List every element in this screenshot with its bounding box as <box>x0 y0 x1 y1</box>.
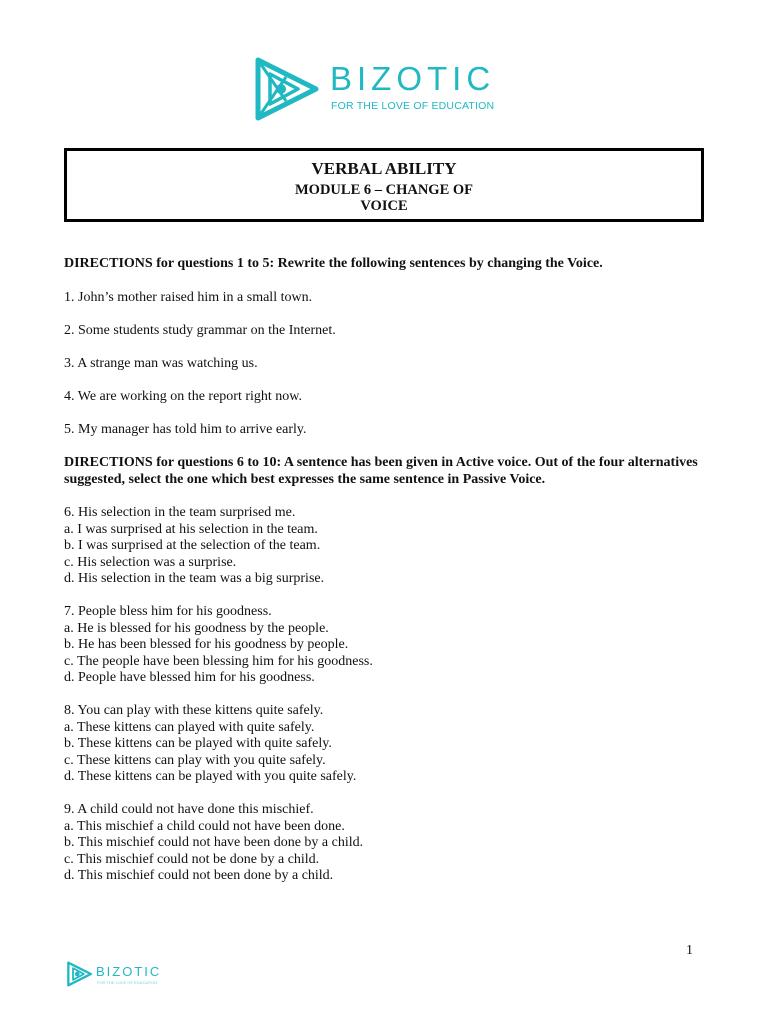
option-b: b. I was surprised at the selection of the team. <box>64 538 321 554</box>
option-c: c. His selection was a surprise. <box>64 554 237 570</box>
question-item: 5. My manager has told him to arrive early. <box>64 422 307 437</box>
question-item: 4. We are working on the report right now. <box>64 389 302 404</box>
module-title-line1: MODULE 6 – CHANGE OF <box>294 182 474 198</box>
option-a: a. This mischief a child could not have been done. <box>64 818 345 834</box>
footer-logo <box>66 960 186 996</box>
question-item: 3. A strange man was watching us. <box>64 356 258 371</box>
brand-name: BIZOTIC <box>330 60 496 97</box>
section2-directions: DIRECTIONS for questions 6 to 10: A sentence has been given in Active voice. Out of the four alternatives suggested, select the one which best expresses the same sentence in Passive Voice. <box>64 455 698 487</box>
option-d: d. His selection in the team was a big surprise. <box>64 571 325 587</box>
question-block <box>64 604 704 687</box>
document-title: VERBAL ABILITY <box>311 159 457 178</box>
option-c: c. These kittens can play with you quite safely. <box>64 752 326 768</box>
document-body <box>64 255 704 901</box>
module-title-line2: VOICE <box>360 198 408 214</box>
question-stem: 7. People bless him for his goodness. <box>64 603 272 619</box>
footer-brand-name: BIZOTIC <box>96 964 162 979</box>
question-stem: 6. His selection in the team surprised me. <box>64 505 296 520</box>
option-c: c. The people have been blessing him for his goodness. <box>64 653 373 669</box>
option-d: d. People have blessed him for his goodness. <box>64 670 315 686</box>
bizotic-play-triangle-icon <box>66 960 94 988</box>
question-block <box>64 802 704 885</box>
question-item: 1. John’s mother raised him in a small town. <box>64 290 313 305</box>
option-a: a. He is blessed for his goodness by the people. <box>64 620 329 636</box>
question-block <box>64 703 704 786</box>
option-b: b. This mischief could not have been done by a child. <box>64 835 364 851</box>
option-a: a. I was surprised at his selection in the team. <box>64 521 318 537</box>
page-number: 1 <box>686 943 693 958</box>
option-b: b. He has been blessed for his goodness by people. <box>64 637 349 653</box>
question-block <box>64 505 704 588</box>
question-stem: 9. A child could not have done this mischief. <box>64 801 314 817</box>
question-item: 2. Some students study grammar on the Internet. <box>64 323 336 338</box>
module-title <box>67 182 701 214</box>
header-logo <box>252 54 512 124</box>
option-d: d. This mischief could not been done by a child. <box>64 868 334 884</box>
option-c: c. This mischief could not be done by a child. <box>64 851 320 867</box>
title-box <box>64 148 704 222</box>
brand-tagline: FOR THE LOVE OF EDUCATION <box>331 100 495 112</box>
option-a: a. These kittens can played with quite safely. <box>64 719 315 735</box>
option-b: b. These kittens can be played with quite safely. <box>64 736 332 752</box>
section1-directions: DIRECTIONS for questions 1 to 5: Rewrite the following sentences by changing the Voice. <box>64 256 603 271</box>
bizotic-play-triangle-icon <box>252 54 324 124</box>
question-stem: 8. You can play with these kittens quite safely. <box>64 702 324 718</box>
footer-brand-tagline: FOR THE LOVE OF EDUCATION <box>97 980 158 985</box>
option-d: d. These kittens can be played with you quite safely. <box>64 769 357 785</box>
